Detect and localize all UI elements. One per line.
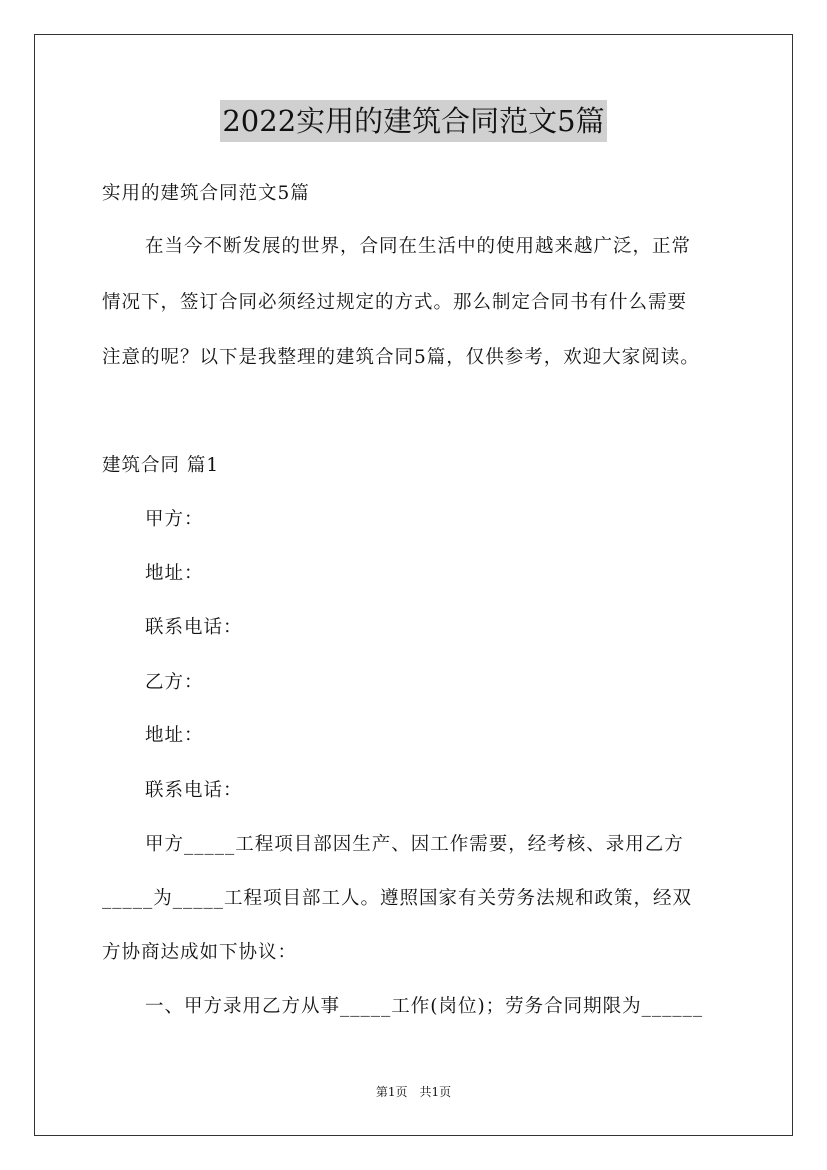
party-a-field: 甲方： — [145, 509, 204, 530]
page-footer: 第1页 共1页 — [375, 1085, 452, 1099]
section-heading: 建筑合同 篇1 — [102, 455, 220, 476]
body-line-3: 方协商达成如下协议： — [102, 942, 298, 963]
intro-line-2: 情况下，签订合同必须经过规定的方式。那么制定合同书有什么需要 — [102, 292, 688, 313]
party-b-phone-field: 联系电话： — [145, 780, 243, 801]
party-b-field: 乙方： — [145, 672, 204, 693]
intro-line-3: 注意的呢？以下是我整理的建筑合同5篇，仅供参考，欢迎大家阅读。 — [102, 347, 700, 368]
clause-one-line: 一、甲方录用乙方从事_____工作(岗位)；劳务合同期限为______ — [145, 996, 704, 1017]
party-a-phone-field: 联系电话： — [145, 617, 243, 638]
document-subtitle: 实用的建筑合同范文5篇 — [102, 183, 310, 204]
title-container — [0, 100, 827, 142]
body-line-2: _____为_____工程项目部工人。遵照国家有关劳务法规和政策，经双 — [102, 888, 693, 909]
document-title: 2022实用的建筑合同范文5篇 — [220, 100, 606, 142]
body-line-1: 甲方_____工程项目部因生产、因工作需要，经考核、录用乙方 — [145, 834, 684, 855]
party-b-address-field: 地址： — [145, 725, 204, 746]
party-a-address-field: 地址： — [145, 563, 204, 584]
intro-line-1: 在当今不断发展的世界，合同在生活中的使用越来越广泛，正常 — [145, 236, 692, 257]
